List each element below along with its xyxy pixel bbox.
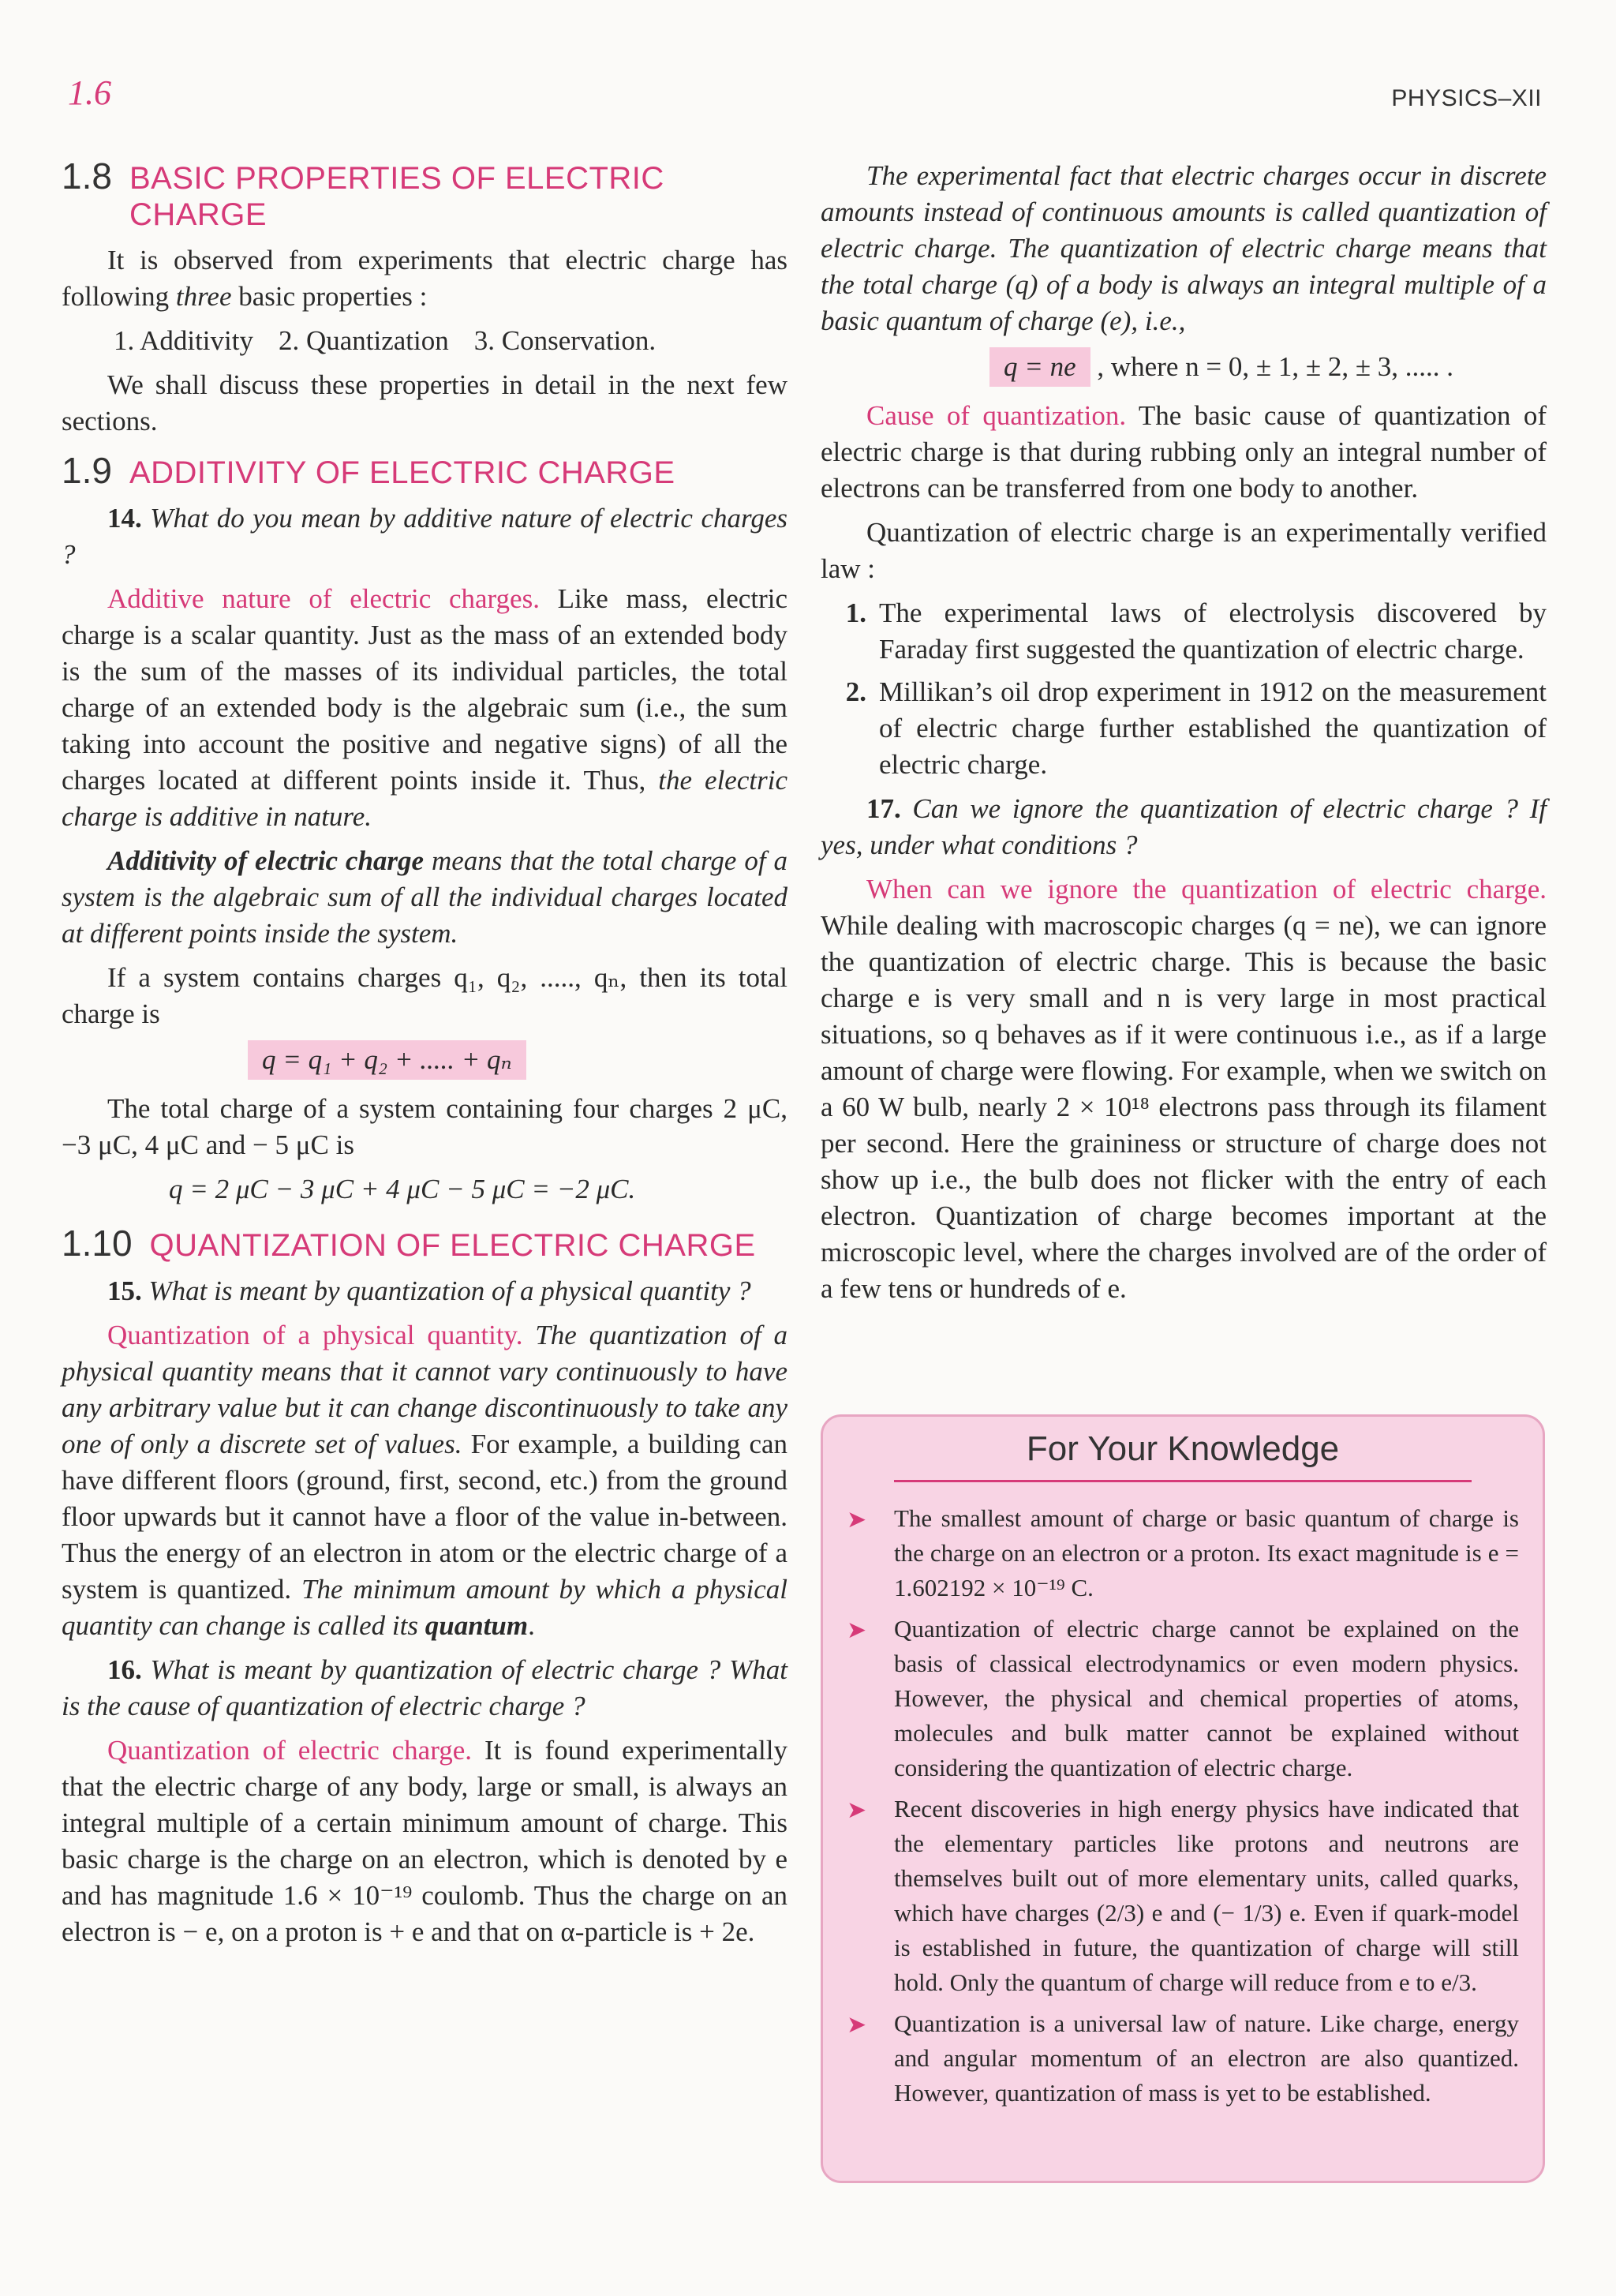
text: The minimum amount by which a physical quantity can change is called its [62,1574,787,1641]
paragraph: The experimental fact that electric charges occur in discrete amounts instead of continuous amounts is called quantization of electric charge. The quantization of electric charge means that the total charge (q) of a body is always an integral multiple of a basic quantum of charge (e), i.e., [821,160,1547,336]
knowledge-item [847,1501,1519,1605]
item-text: The smallest amount of charge or basic quantum of charge is the charge on an electron or a proton. Its exact magnitude is e = 1.602192 × 10⁻¹⁹ C. [894,1504,1519,1601]
for-your-knowledge-box [821,1414,1545,2183]
question-number: 14. [107,503,142,534]
example-formula: q = 2 μC − 3 μC + 4 μC − 5 μC = −2 μC. [169,1174,636,1204]
text: It is observed from experiments that electric charge has following [62,245,787,312]
paragraph: The total charge of a system containing four charges 2 μC, −3 μC, 4 μC and − 5 μC is [62,1093,787,1160]
properties-list [62,323,787,359]
left-column [62,155,788,1958]
knowledge-item [847,2006,1519,2111]
term: quantum [425,1610,529,1641]
answer-16 [62,1732,787,1950]
answer-heading: Quantization of electric charge. [107,1735,473,1766]
formula-condition: , where n = 0, ± 1, ± 2, ± 3, ..... . [1090,351,1454,382]
property-item: 1. Additivity [114,325,253,356]
term: Additivity of electric charge [107,845,425,876]
text: the electric charge is additive in nature. [62,765,787,832]
text: . [528,1610,535,1641]
additivity-definition [62,843,787,952]
text: means that the total charge of a system is the algebraic sum of all the individual charges located at different points inside the system. [62,845,787,949]
question-number: 16. [107,1654,142,1685]
section-number: 1.10 [62,1223,133,1264]
text: The quantization of a physical quantity means that it cannot vary continuously to have any arbitrary value but it can change discontinuously to take any one of only a discrete set of values. [62,1320,787,1459]
text: three [175,281,232,312]
list-item [821,595,1547,668]
answer-heading: Cause of quantization. [866,400,1127,431]
text: It is found experimentally that the electric charge of any body, large or small, is always an integral multiple of a certain minimum amount of charge. This basic charge is the charge on an electron, which is denoted by e and has magnitude 1.6 × 10⁻¹⁹ coulomb. Thus the charge on an electron is − e, on a proton is + e and that on α-particle is + 2e. [62,1735,787,1947]
paragraph [62,242,787,315]
item-text: Quantization is a universal law of nature. Like charge, energy and angular momentum of an electron are also quantized. However, quantization of mass is yet to be established. [894,2009,1519,2107]
text: While dealing with macroscopic charges (q = ne), we can ignore the quantization of electric charge. This is because the basic charge e is very small and n is very large in most practical situations, so q behaves as if it were continuous i.e., as if a large amount of charge were flowing. For example, when we switch on a 60 W bulb, nearly 2 × 10¹⁸ electrons pass through its filament per second. Here the graininess or structure of charge does not show up i.e., the bulb does not flicker with the entry of each electron. Quantization of charge becomes important at the microscopic level, where the charges involved are of the order of a few tens or hundreds of e. [821,910,1547,1304]
arrow-bullet-icon: ➤ [847,1507,867,1533]
item-text: The experimental laws of electrolysis discovered by Faraday first suggested the quantization of electric charge. [879,597,1547,665]
property-item: 2. Quantization [278,325,449,356]
question-17 [821,791,1547,863]
right-column [821,158,1547,1315]
text: basic properties : [231,281,428,312]
running-head: PHYSICS–XII [1391,85,1542,111]
box-title: For Your Knowledge [894,1429,1472,1482]
laws-list [821,595,1547,783]
question-number: 15. [107,1275,142,1306]
section-title: BASIC PROPERTIES OF ELECTRIC CHARGE [129,161,664,232]
question-number: 17. [866,793,901,824]
paragraph: If a system contains charges q₁, q₂, ....., qₙ, then its total charge is [62,962,787,1029]
item-text: Millikan’s oil drop experiment in 1912 on the measurement of electric charge further established the quantization of electric charge. [879,676,1547,780]
section-number: 1.8 [62,155,112,197]
knowledge-item [847,1612,1519,1785]
list-item [821,674,1547,783]
question-text: What is meant by quantization of a physical quantity ? [141,1275,751,1306]
qne-formula: q = ne [989,347,1090,387]
qne-formula-line [821,347,1547,387]
text: The basic cause of quantization of electric charge is that during rubbing only an integral number of electrons can be transferred from one body to another. [821,400,1547,504]
section-title: QUANTIZATION OF ELECTRIC CHARGE [149,1228,756,1263]
question-text: Can we ignore the quantization of electric charge ? If yes, under what conditions ? [821,793,1547,860]
sum-formula: q = q₁ + q₂ + ..... + qₙ [248,1040,526,1080]
text: For example, a building can have different floors (ground, first, second, etc.) from the ground floor upwards but it cannot have a floor of the value in-between. Thus the energy of an electron in atom or the electric charge of a system is quantized. [62,1429,788,1605]
arrow-bullet-icon: ➤ [847,1797,867,1823]
sum-formula-line [62,1040,787,1080]
text: Like mass, electric charge is a scalar quantity. Just as the mass of an extended body is the sum of the masses of its individual particles, the total charge of an extended body is the algebraic sum (i.e., the sum taking into account the positive and negative signs) of all the charges located at different points inside it. Thus, [62,583,787,796]
question-text: What is meant by quantization of electric charge ? What is the cause of quantization of electric charge ? [62,1654,787,1721]
item-text: Recent discoveries in high energy physics have indicated that the elementary particles like protons and neutrons are themselves built out of more elementary units, called quarks, which have charges (2/3) e and (− 1/3) e. Even if quark-model is established in future, the quantization of charge will still hold. Only the quantum of charge will reduce from e to e/3. [894,1795,1519,1996]
arrow-bullet-icon: ➤ [847,1617,867,1643]
answer-17 [821,871,1547,1307]
arrow-bullet-icon: ➤ [847,2012,867,2038]
question-15 [62,1273,787,1309]
section-number: 1.9 [62,450,112,491]
section-heading-1-9 [62,452,787,491]
section-heading-1-8 [62,155,787,233]
question-text: What do you mean by additive nature of electric charges ? [62,503,787,570]
answer-heading: Quantization of a physical quantity. [107,1320,523,1350]
cause-paragraph [821,398,1547,507]
question-14 [62,500,787,573]
answer-15 [62,1317,787,1644]
knowledge-item [847,1792,1519,2000]
answer-heading: Additive nature of electric charges. [107,583,540,614]
property-item: 3. Conservation. [473,325,656,356]
item-number: 1. [845,597,866,628]
question-16 [62,1652,787,1725]
page-number: 1.6 [68,73,111,112]
section-heading-1-10 [62,1225,787,1264]
answer-heading: When can we ignore the quantization of electric charge. [866,874,1547,905]
section-title: ADDITIVITY OF ELECTRIC CHARGE [129,455,675,490]
item-text: Quantization of electric charge cannot be explained on the basis of classical electrodynamics or even modern physics. However, the physical and chemical properties of atoms, molecules and bulk matter cannot be explained without considering the quantization of electric charge. [894,1615,1519,1781]
answer-14 [62,581,787,835]
paragraph: We shall discuss these properties in detail in the next few sections. [62,369,787,436]
paragraph: Quantization of electric charge is an experimentally verified law : [821,517,1547,584]
item-number: 2. [845,676,866,707]
